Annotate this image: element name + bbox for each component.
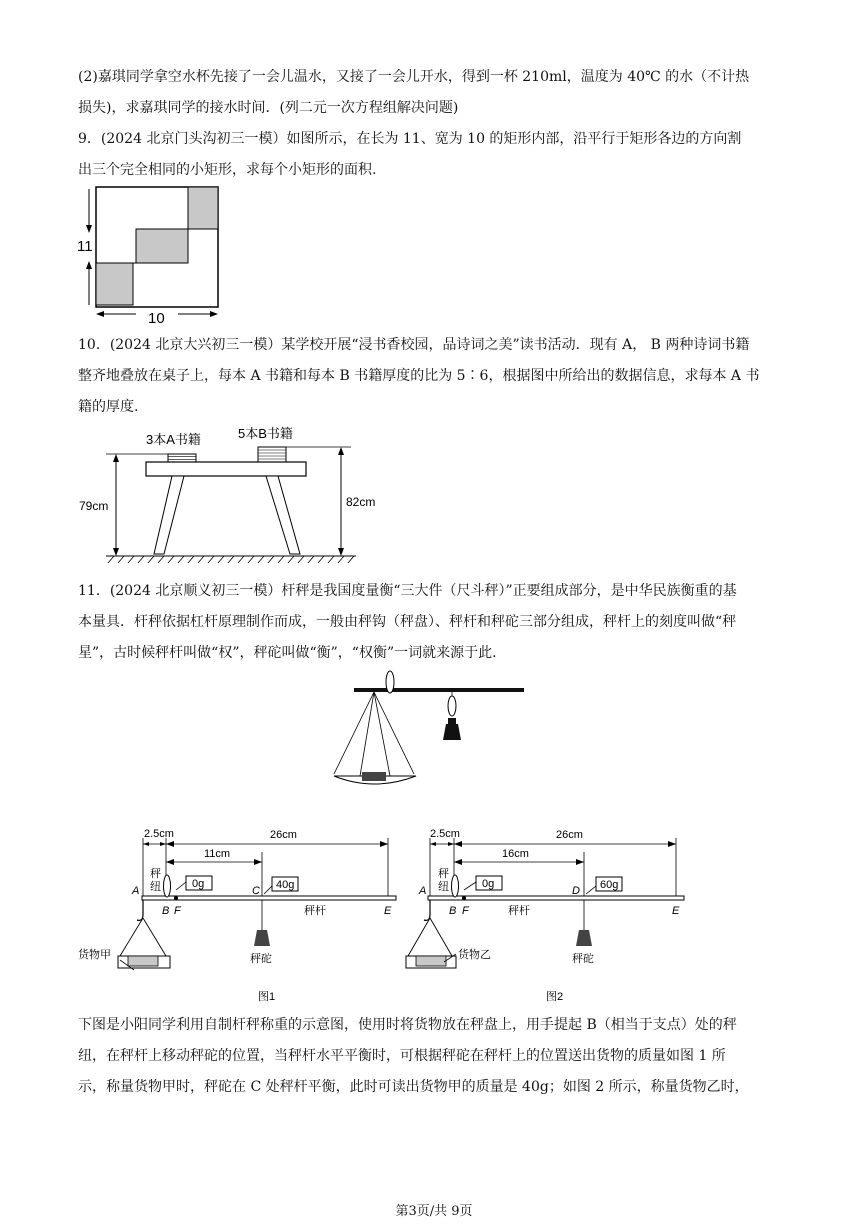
fig2-goods-label: 货物乙: [458, 949, 491, 961]
fig2-dim-2_5cm: 2.5cm: [430, 828, 460, 840]
small-rectangle-1: [96, 263, 133, 305]
q10-text: [78, 330, 790, 423]
table-top: [146, 462, 306, 476]
q8-text: [78, 62, 790, 124]
books-b-label: 5本B书籍: [238, 426, 293, 441]
goods-block: [362, 772, 386, 781]
books-a-label: 3本A书籍: [146, 432, 201, 447]
fig2-dim-16cm: 16cm: [502, 848, 529, 860]
q11-paragraph: [78, 1010, 790, 1103]
fig2-cord: [452, 875, 459, 897]
q9-text: [78, 124, 790, 186]
fig2-cord-label-2: 纽: [438, 881, 449, 893]
table-leg-right: [266, 476, 300, 554]
fig2-point-F: F: [462, 905, 469, 917]
fig1-point-B: B: [162, 905, 170, 917]
fig1-dim-11cm: 11cm: [204, 848, 231, 860]
q8-line2: 损失)，求嘉琪同学的接水时间．(列二元一次方程组解决问题): [78, 100, 459, 116]
fig2-dim-26cm: 26cm: [556, 829, 583, 841]
q11-line3: 星”，古时候秤杆叫做“权”，秤砣叫做“衡”，“权衡”一词就来源于此.: [78, 645, 497, 661]
figure-2: [404, 824, 704, 1009]
fig1-dim-26cm: 26cm: [270, 829, 297, 841]
q11-text: [78, 576, 790, 669]
fig2-point-A: A: [419, 885, 427, 897]
fig1-weight-label: 秤砣: [250, 953, 272, 965]
steelyard-rod: [354, 688, 524, 692]
right-height-label: 82cm: [346, 495, 376, 509]
q10-line2: 整齐地叠放在桌子上，每本 A 书籍和每本 B 书籍厚度的比为 5∶6，根据图中所给出的数据信息，求每本 A 书: [78, 368, 760, 384]
page-footer: 第3页/共 9页: [395, 1204, 473, 1219]
fig1-weight: [254, 930, 270, 946]
width-label: 10: [148, 310, 165, 327]
fig2-rod-label: 秤杆: [508, 905, 530, 917]
fig2-point-E: E: [672, 905, 680, 917]
books-b-stack: [258, 447, 286, 462]
fig2-point-D: D: [572, 885, 580, 897]
figure-1: [74, 824, 404, 1009]
fig2-goods: [416, 956, 446, 966]
fig1-point-E: E: [384, 905, 392, 917]
fig1-zero-label: 0g: [192, 878, 205, 890]
steelyard-weight: [443, 724, 461, 740]
fig1-point-C: C: [252, 885, 260, 897]
fig1-rod-label: 秤杆: [304, 905, 326, 917]
fig1-point-A: A: [132, 885, 140, 897]
small-rectangle-3: [188, 187, 218, 229]
fig1-mass-label: 40g: [276, 879, 295, 891]
q9-figure: [76, 183, 226, 328]
q10-figure: [76, 420, 396, 565]
q11-para-line1: 下图是小阳同学利用自制杆秤称重的示意图，使用时将货物放在秤盘上，用手提起 B（相当于支点）处的秤: [78, 1017, 737, 1033]
fig2-weight: [576, 930, 592, 946]
fig1-goods-label: 货物甲: [78, 949, 111, 961]
small-rectangle-2: [136, 229, 188, 263]
fig1-dim-2_5cm: 2.5cm: [144, 828, 174, 840]
table-leg-left: [154, 476, 184, 554]
q9-line2: 出三个完全相同的小矩形，求每个小矩形的面积.: [78, 162, 377, 178]
q11-para-line3: 示，称量货物甲时，秤砣在 C 处秤杆平衡，此时可读出货物甲的质量是 40g；如图 2 所示，称量货物乙时，: [78, 1079, 749, 1095]
q10-line1: 10．(2024 北京大兴初三一模）某学校开展“浸书香校园，品诗词之美”读书活动．现有 A， B 两种诗词书籍: [78, 337, 750, 353]
fig1-rod: [142, 896, 396, 900]
fig2-weight-label: 秤砣: [572, 953, 594, 965]
fig2-point-B: B: [449, 905, 457, 917]
q9-line1: 9．(2024 北京门头沟初三一模）如图所示，在长为 11、宽为 10 的矩形内部，沿平行于矩形各边的方向割: [78, 131, 742, 147]
left-height-label: 79cm: [79, 499, 109, 513]
lifting-cord: [386, 671, 394, 693]
fig1-goods: [128, 956, 158, 966]
steelyard-illustration: [330, 668, 530, 798]
fig2-mass-label: 60g: [600, 879, 619, 891]
fig1-point-F: F: [174, 905, 181, 917]
height-label: 11: [77, 238, 93, 255]
fig2-rod: [428, 896, 684, 900]
q11-line1: 11．(2024 北京顺义初三一模）杆秤是我国度量衡“三大件（尺斗秤）”正要组成部分，是中华民族衡重的基: [78, 583, 737, 599]
fig1-caption: 图1: [258, 991, 276, 1003]
books-a-stack: [168, 454, 196, 462]
fig1-cord-label-2: 纽: [150, 881, 161, 893]
fig1-cord-label-1: 秤: [150, 868, 161, 880]
q11-para-line2: 纽，在秤杆上移动秤砣的位置，当秤杆水平平衡时，可根据秤砣在秤杆上的位置送出货物的质量如图 1 所: [78, 1048, 726, 1064]
q10-line3: 籍的厚度.: [78, 399, 139, 415]
fig1-cord: [164, 875, 171, 897]
q11-line2: 本量具．杆秤依据杠杆原理制作而成，一般由秤钩（秤盘）、秤杆和秤砣三部分组成，秤杆上的刻度叫做“秤: [78, 614, 737, 630]
fig2-zero-label: 0g: [482, 878, 495, 890]
fig2-caption: 图2: [546, 991, 564, 1003]
q8-line1: (2)嘉琪同学拿空水杯先接了一会儿温水，又接了一会儿开水，得到一杯 210ml，温度为 40℃ 的水（不计热: [78, 69, 750, 85]
fig2-cord-label-1: 秤: [438, 868, 449, 880]
